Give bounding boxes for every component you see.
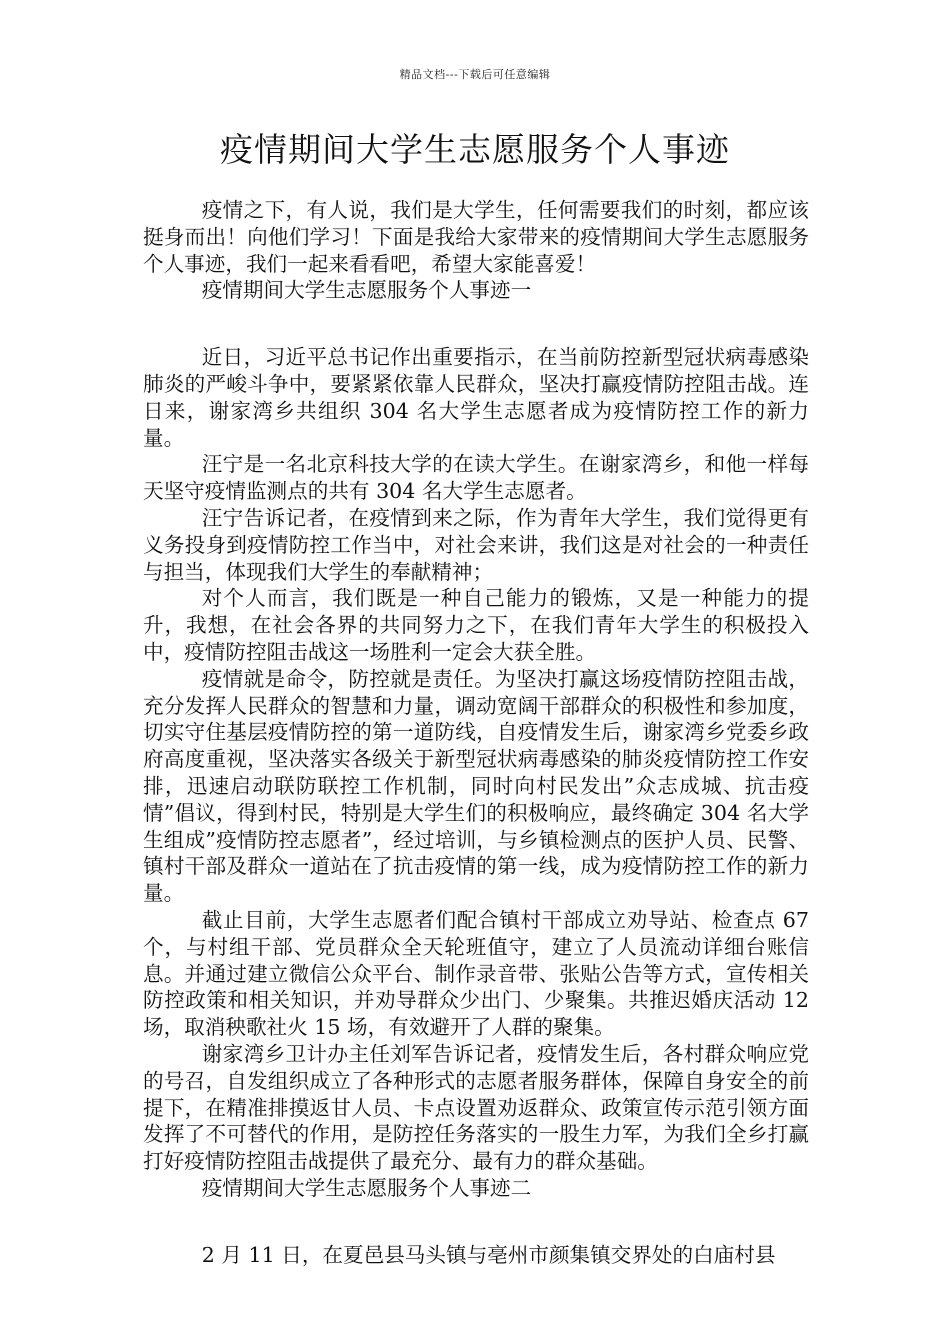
document-body	[143, 197, 809, 1268]
intro-paragraph: 疫情之下，有人说，我们是大学生，任何需要我们的时刻，都应该挺身而出！向他们学习！下面是我给大家带来的疫情期间大学生志愿服务个人事迹，我们一起来看看吧，希望大家能喜爱！	[143, 198, 809, 276]
body-paragraph: 截止目前，大学生志愿者们配合镇村干部成立劝导站、检查点 67 个，与村组干部、党员群众全天轮班值守，建立了人员流动详细台账信息。并通过建立微信公众平台、制作录音带、张贴公告等方式，宣传相关防控政策和相关知识，并劝导群众少出门、少聚集。共推迟婚庆活动 12 场，取消秧歌社火 15 场，有效避开了人群的聚集。	[143, 907, 809, 1040]
document-title: 疫情期间大学生志愿服务个人事迹	[220, 130, 730, 169]
body-paragraph: 谢家湾乡卫计办主任刘军告诉记者，疫情发生后，各村群众响应党的号召，自发组织成立了各种形式的志愿者服务群体，保障自身安全的前提下，在精准排摸返甘人员、卡点设置劝返群众、政策宣传示范引领方面发挥了不可替代的作用，是防控任务落实的一股生力军，为我们全乡打赢打好疫情防控阻击战提供了最充分、最有力的群众基础。	[143, 1041, 809, 1174]
body-paragraph: 2 月 11 日，在夏邑县马头镇与亳州市颜集镇交界处的白庙村县	[201, 1242, 776, 1267]
header-note: 精品文档---下载后可任意编辑	[399, 68, 551, 81]
body-paragraph: 汪宁是一名北京科技大学的在读大学生。在谢家湾乡，和他一样每天坚守疫情监测点的共有 304 名大学生志愿者。	[143, 452, 809, 504]
section-heading-2: 疫情期间大学生志愿服务个人事迹二	[201, 1175, 532, 1200]
section-heading-1: 疫情期间大学生志愿服务个人事迹一	[201, 278, 532, 303]
body-paragraph: 汪宁告诉记者，在疫情到来之际，作为青年大学生，我们觉得更有义务投身到疫情防控工作当中，对社会来讲，我们这是对社会的一种责任与担当，体现我们大学生的奉献精神；	[143, 505, 809, 584]
section-spacer	[143, 304, 809, 344]
body-paragraph: 近日，习近平总书记作出重要指示，在当前防控新型冠状病毒感染肺炎的严峻斗争中，要紧紧依靠人民群众，坚决打赢疫情防控阻击战。连日来，谢家湾乡共组织 304 名大学生志愿者成为疫情防控工作的新力量。	[143, 345, 809, 450]
body-paragraph: 疫情就是命令，防控就是责任。为坚决打赢这场疫情防控阻击战，充分发挥人民群众的智慧和力量，调动宽阔干部群众的积极性和参加度，切实守住基层疫情防控的第一道防线，自疫情发生后，谢家湾乡党委乡政府高度重视，坚决落实各级关于新型冠状病毒感染的肺炎疫情防控工作安排，迅速启动联防联控工作机制，同时向村民发出”众志成城、抗击疫情”倡议，得到村民，特别是大学生们的积极响应，最终确定 304 名大学生组成”疫情防控志愿者”，经过培训，与乡镇检测点的医护人员、民警、镇村干部及群众一道站在了抗击疫情的第一线，成为疫情防控工作的新力量。	[143, 666, 809, 906]
section-spacer	[143, 1202, 809, 1242]
body-paragraph: 对个人而言，我们既是一种自己能力的锻炼，又是一种能力的提升，我想，在社会各界的共同努力之下，在我们青年大学生的积极投入中，疫情防控阻击战这一场胜利一定会大获全胜。	[143, 586, 809, 664]
